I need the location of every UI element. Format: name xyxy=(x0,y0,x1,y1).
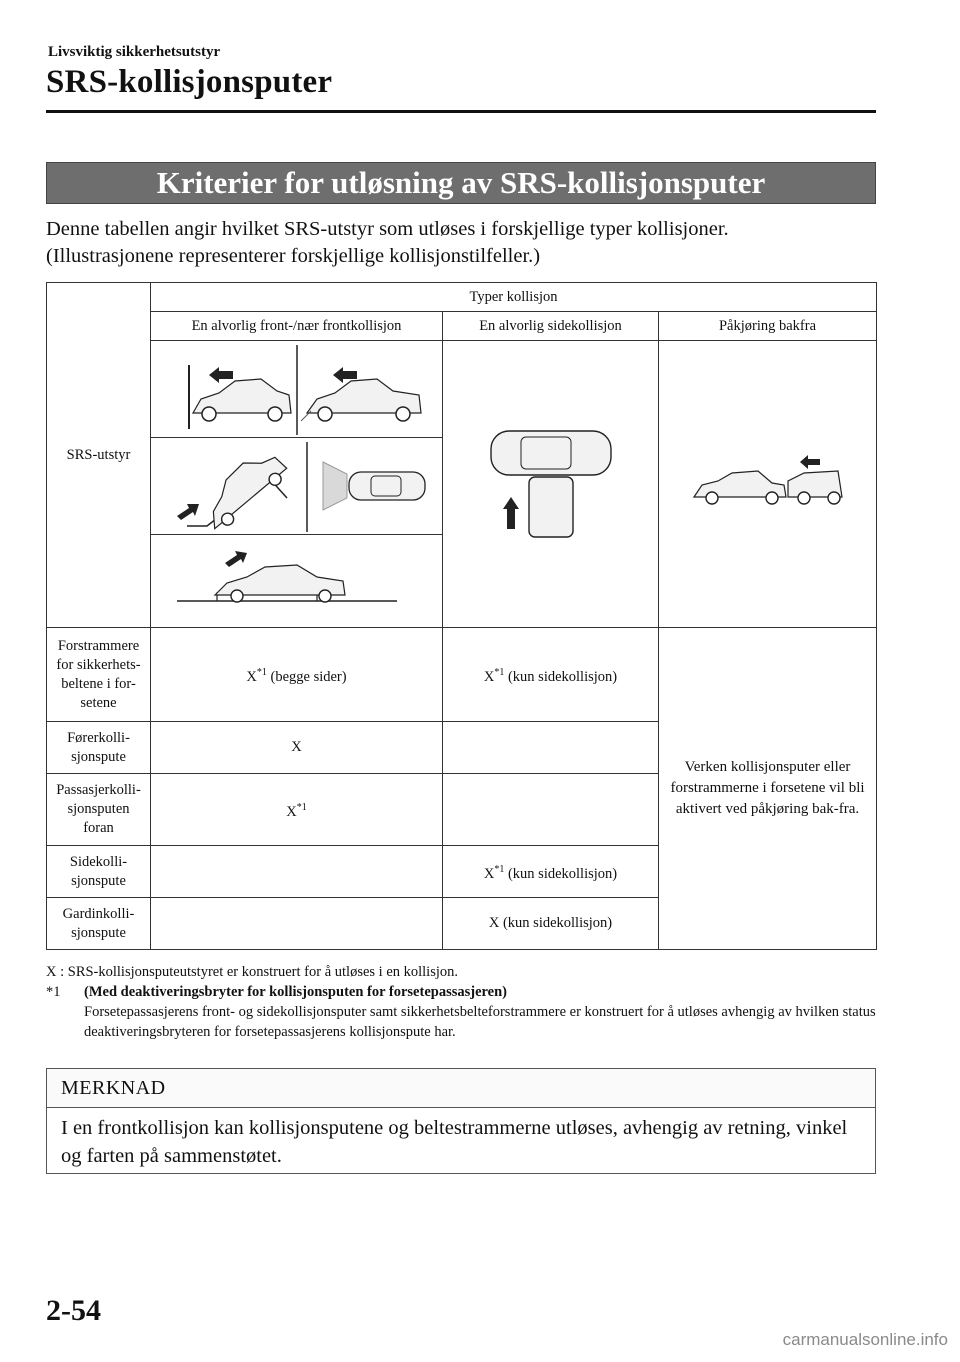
equipment-header: SRS-utstyr xyxy=(47,283,151,628)
collision-types-header: Typer kollisjon xyxy=(151,283,877,312)
cell-curtain-airbag-side: X (kun sidekollisjon) xyxy=(443,898,659,950)
side-crash-image xyxy=(481,421,621,541)
front-illustrations xyxy=(151,341,443,628)
front-crash-image xyxy=(157,341,437,437)
cell-pretensioners-front: $X^{*1}$ (begge sider) xyxy=(151,628,443,722)
front-collision-illustration xyxy=(151,341,442,438)
footnote-text: Forsetepassasjerens front- og sidekollisjonsputer samt sikkerhetsbelteforstrammere er konstruert for å utløses avhengig av hvilken status deaktiveringsbryteren for forsetepassasjerens kollisjonspute har. xyxy=(84,1004,876,1040)
cell-side-airbag-side: $X^{*1}$ (kun sidekollisjon) xyxy=(443,846,659,898)
intro-text xyxy=(46,216,886,270)
footnote-title: (Med deaktiveringsbryter for kollisjonsputen for forsetepassasjeren) xyxy=(84,984,508,1000)
cell-passenger-airbag-side xyxy=(443,774,659,846)
row-label-pretensioners: Forstrammere for sikkerhets-beltene i for-setene xyxy=(47,628,151,722)
note-header: MERKNAD xyxy=(47,1069,875,1108)
section-banner: Kriterier for utløsning av SRS-kollisjonsputer xyxy=(46,162,876,204)
rear-crash-image xyxy=(688,451,848,511)
note-box xyxy=(46,1068,876,1174)
cell-pretensioners-side: $X^{*1}$ (kun sidekollisjon) xyxy=(443,628,659,722)
rear-collision-illustration-cell xyxy=(659,341,877,628)
x-legend: X : SRS-kollisjonsputeutstyret er konstruert for å utløses i en kollisjon. xyxy=(46,964,459,980)
page-number: 2-54 xyxy=(46,1294,101,1327)
cell-driver-airbag-side xyxy=(443,722,659,774)
footnote-mark: *1 xyxy=(46,984,61,1000)
srs-criteria-table xyxy=(46,282,877,950)
footnotes xyxy=(46,962,886,1042)
cell-side-airbag-front xyxy=(151,846,443,898)
title-rule xyxy=(46,110,876,113)
intro-line-1: Denne tabellen angir hvilket SRS-utstyr som utløses i forskjellige typer kollisjoner. xyxy=(46,218,729,240)
rear-collision-note: Verken kollisjonsputer eller forstrammerne i forsetene vil bli aktivert ved påkjøring bak-fra. xyxy=(659,628,877,950)
row-label-curtain-airbag: Gardinkolli-sjonspute xyxy=(47,898,151,950)
col-side-header: En alvorlig sidekollisjon xyxy=(443,312,659,341)
row-label-side-airbag: Sidekolli-sjonspute xyxy=(47,846,151,898)
underride-crash-image xyxy=(157,551,437,611)
underride-collision-illustration xyxy=(151,535,442,627)
section-label: Livsviktig sikkerhetsutstyr xyxy=(48,44,221,60)
cell-passenger-airbag-front: $X^{*1}$ xyxy=(151,774,443,846)
row-label-driver-airbag: Førerkolli-sjonspute xyxy=(47,722,151,774)
page-title: SRS-kollisjonsputer xyxy=(46,64,333,100)
cell-curtain-airbag-front xyxy=(151,898,443,950)
note-text: I en frontkollisjon kan kollisjonsputene og beltestrammerne utløses, avhengig av retning, vinkel og farten på sammenstøtet. xyxy=(61,1117,848,1167)
angled-crash-image xyxy=(157,438,437,534)
col-front-header: En alvorlig front-/nær frontkollisjon xyxy=(151,312,443,341)
col-rear-header: Påkjøring bakfra xyxy=(659,312,877,341)
cell-driver-airbag-front: X xyxy=(151,722,443,774)
row-label-passenger-airbag: Passasjerkolli-sjonsputen foran xyxy=(47,774,151,846)
watermark: carmanualsonline.info xyxy=(782,1330,948,1349)
footnote-star-1 xyxy=(46,982,886,1042)
intro-line-2: (Illustrasjonene representerer forskjellige kollisjonstilfeller.) xyxy=(46,245,541,267)
side-collision-illustration-cell xyxy=(443,341,659,628)
angled-collision-illustration xyxy=(151,438,442,535)
